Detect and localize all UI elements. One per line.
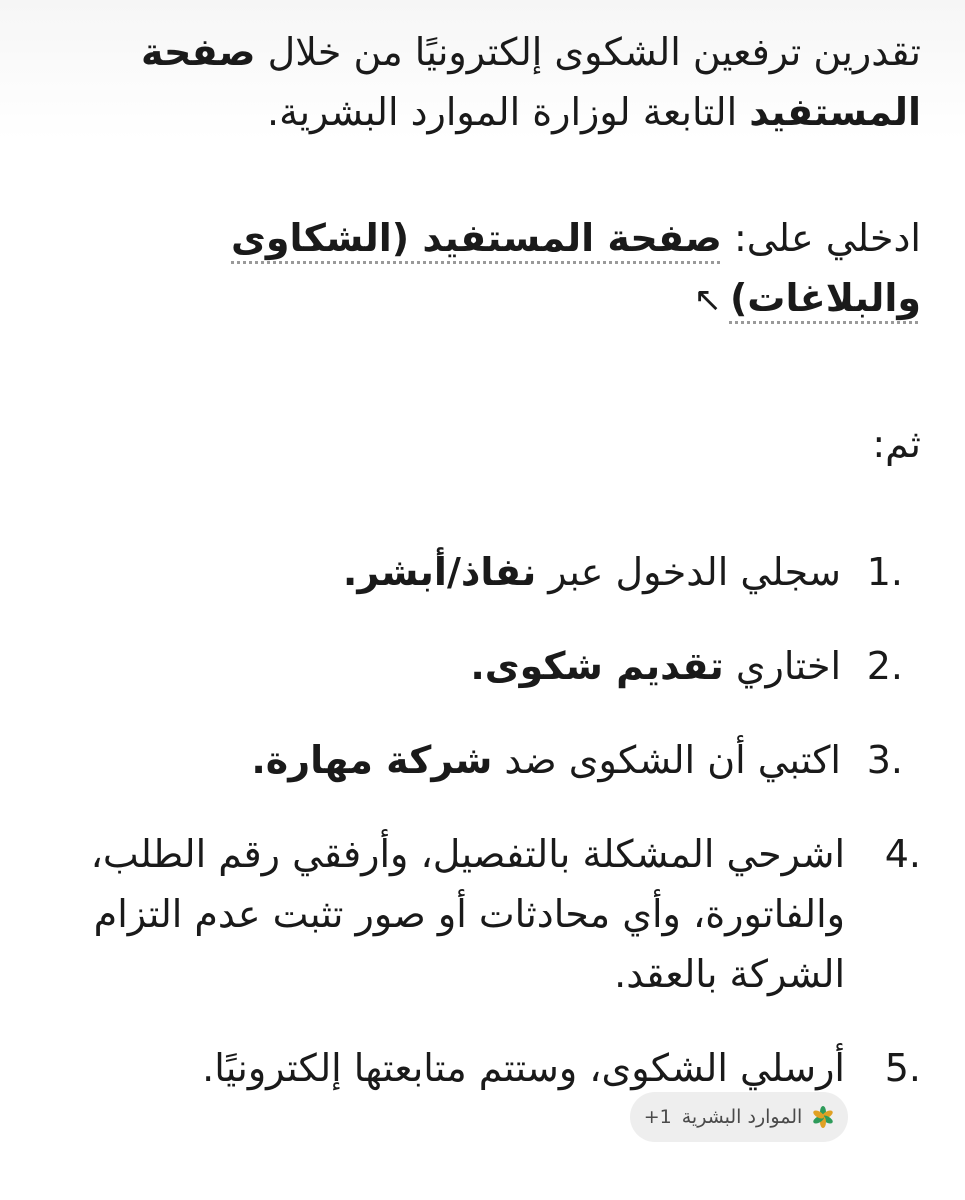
source-chip-label: الموارد البشرية xyxy=(681,1106,803,1128)
then-label: ثم: xyxy=(872,422,921,466)
intro-paragraph xyxy=(40,22,921,142)
list-item xyxy=(40,730,921,790)
step-tail: . xyxy=(251,738,266,782)
source-chip[interactable] xyxy=(630,1092,848,1142)
step-text: اشرحي المشكلة بالتفصيل، وأرفقي رقم الطلب، والفاتورة، وأي محادثات أو صور تثبت عدم التزام الشركة بالعقد. xyxy=(90,832,845,996)
source-chip-count: +1 xyxy=(643,1106,672,1128)
intro-bold-beneficiary-page: صفحة المستفيد xyxy=(141,30,921,134)
external-link-arrow-icon[interactable]: ↖ xyxy=(693,280,722,320)
list-item xyxy=(40,824,921,1004)
list-item xyxy=(40,636,921,696)
list-item xyxy=(40,1038,921,1098)
step-number: 4. xyxy=(884,832,921,876)
step-text: اكتبي أن الشكوى ضد xyxy=(492,738,841,782)
ministry-logo-icon xyxy=(812,1106,834,1128)
step-number: 1. xyxy=(866,550,903,594)
step-tail: . xyxy=(342,550,358,594)
step-content xyxy=(470,636,841,696)
step-bold: تقديم شكوى xyxy=(484,644,724,688)
step-text: أرسلي الشكوى، وستتم متابعتها إلكترونيًا. xyxy=(202,1046,845,1090)
complaints-link-label[interactable]: صفحة المستفيد (الشكاوى والبلاغات) xyxy=(231,216,921,320)
step-text: اختاري xyxy=(723,644,841,688)
step-number: 2. xyxy=(866,644,903,688)
step-content xyxy=(343,542,841,602)
link-paragraph xyxy=(40,208,921,330)
steps-list xyxy=(40,542,921,1098)
step-bold: نفاذ/أبشر xyxy=(357,550,537,594)
step-text: سجلي الدخول عبر xyxy=(536,550,841,594)
link-prefix: ادخلي على: xyxy=(721,216,921,260)
intro-text-end: التابعة لوزارة الموارد البشرية. xyxy=(267,90,750,134)
step-tail: . xyxy=(470,644,485,688)
step-number: 3. xyxy=(866,738,903,782)
step-number: 5. xyxy=(884,1046,921,1090)
step-bold: شركة مهارة xyxy=(265,738,493,782)
step-content xyxy=(251,730,841,790)
list-item xyxy=(40,542,921,602)
intro-text: تقدرين ترفعين الشكوى إلكترونيًا من خلال xyxy=(255,30,921,74)
